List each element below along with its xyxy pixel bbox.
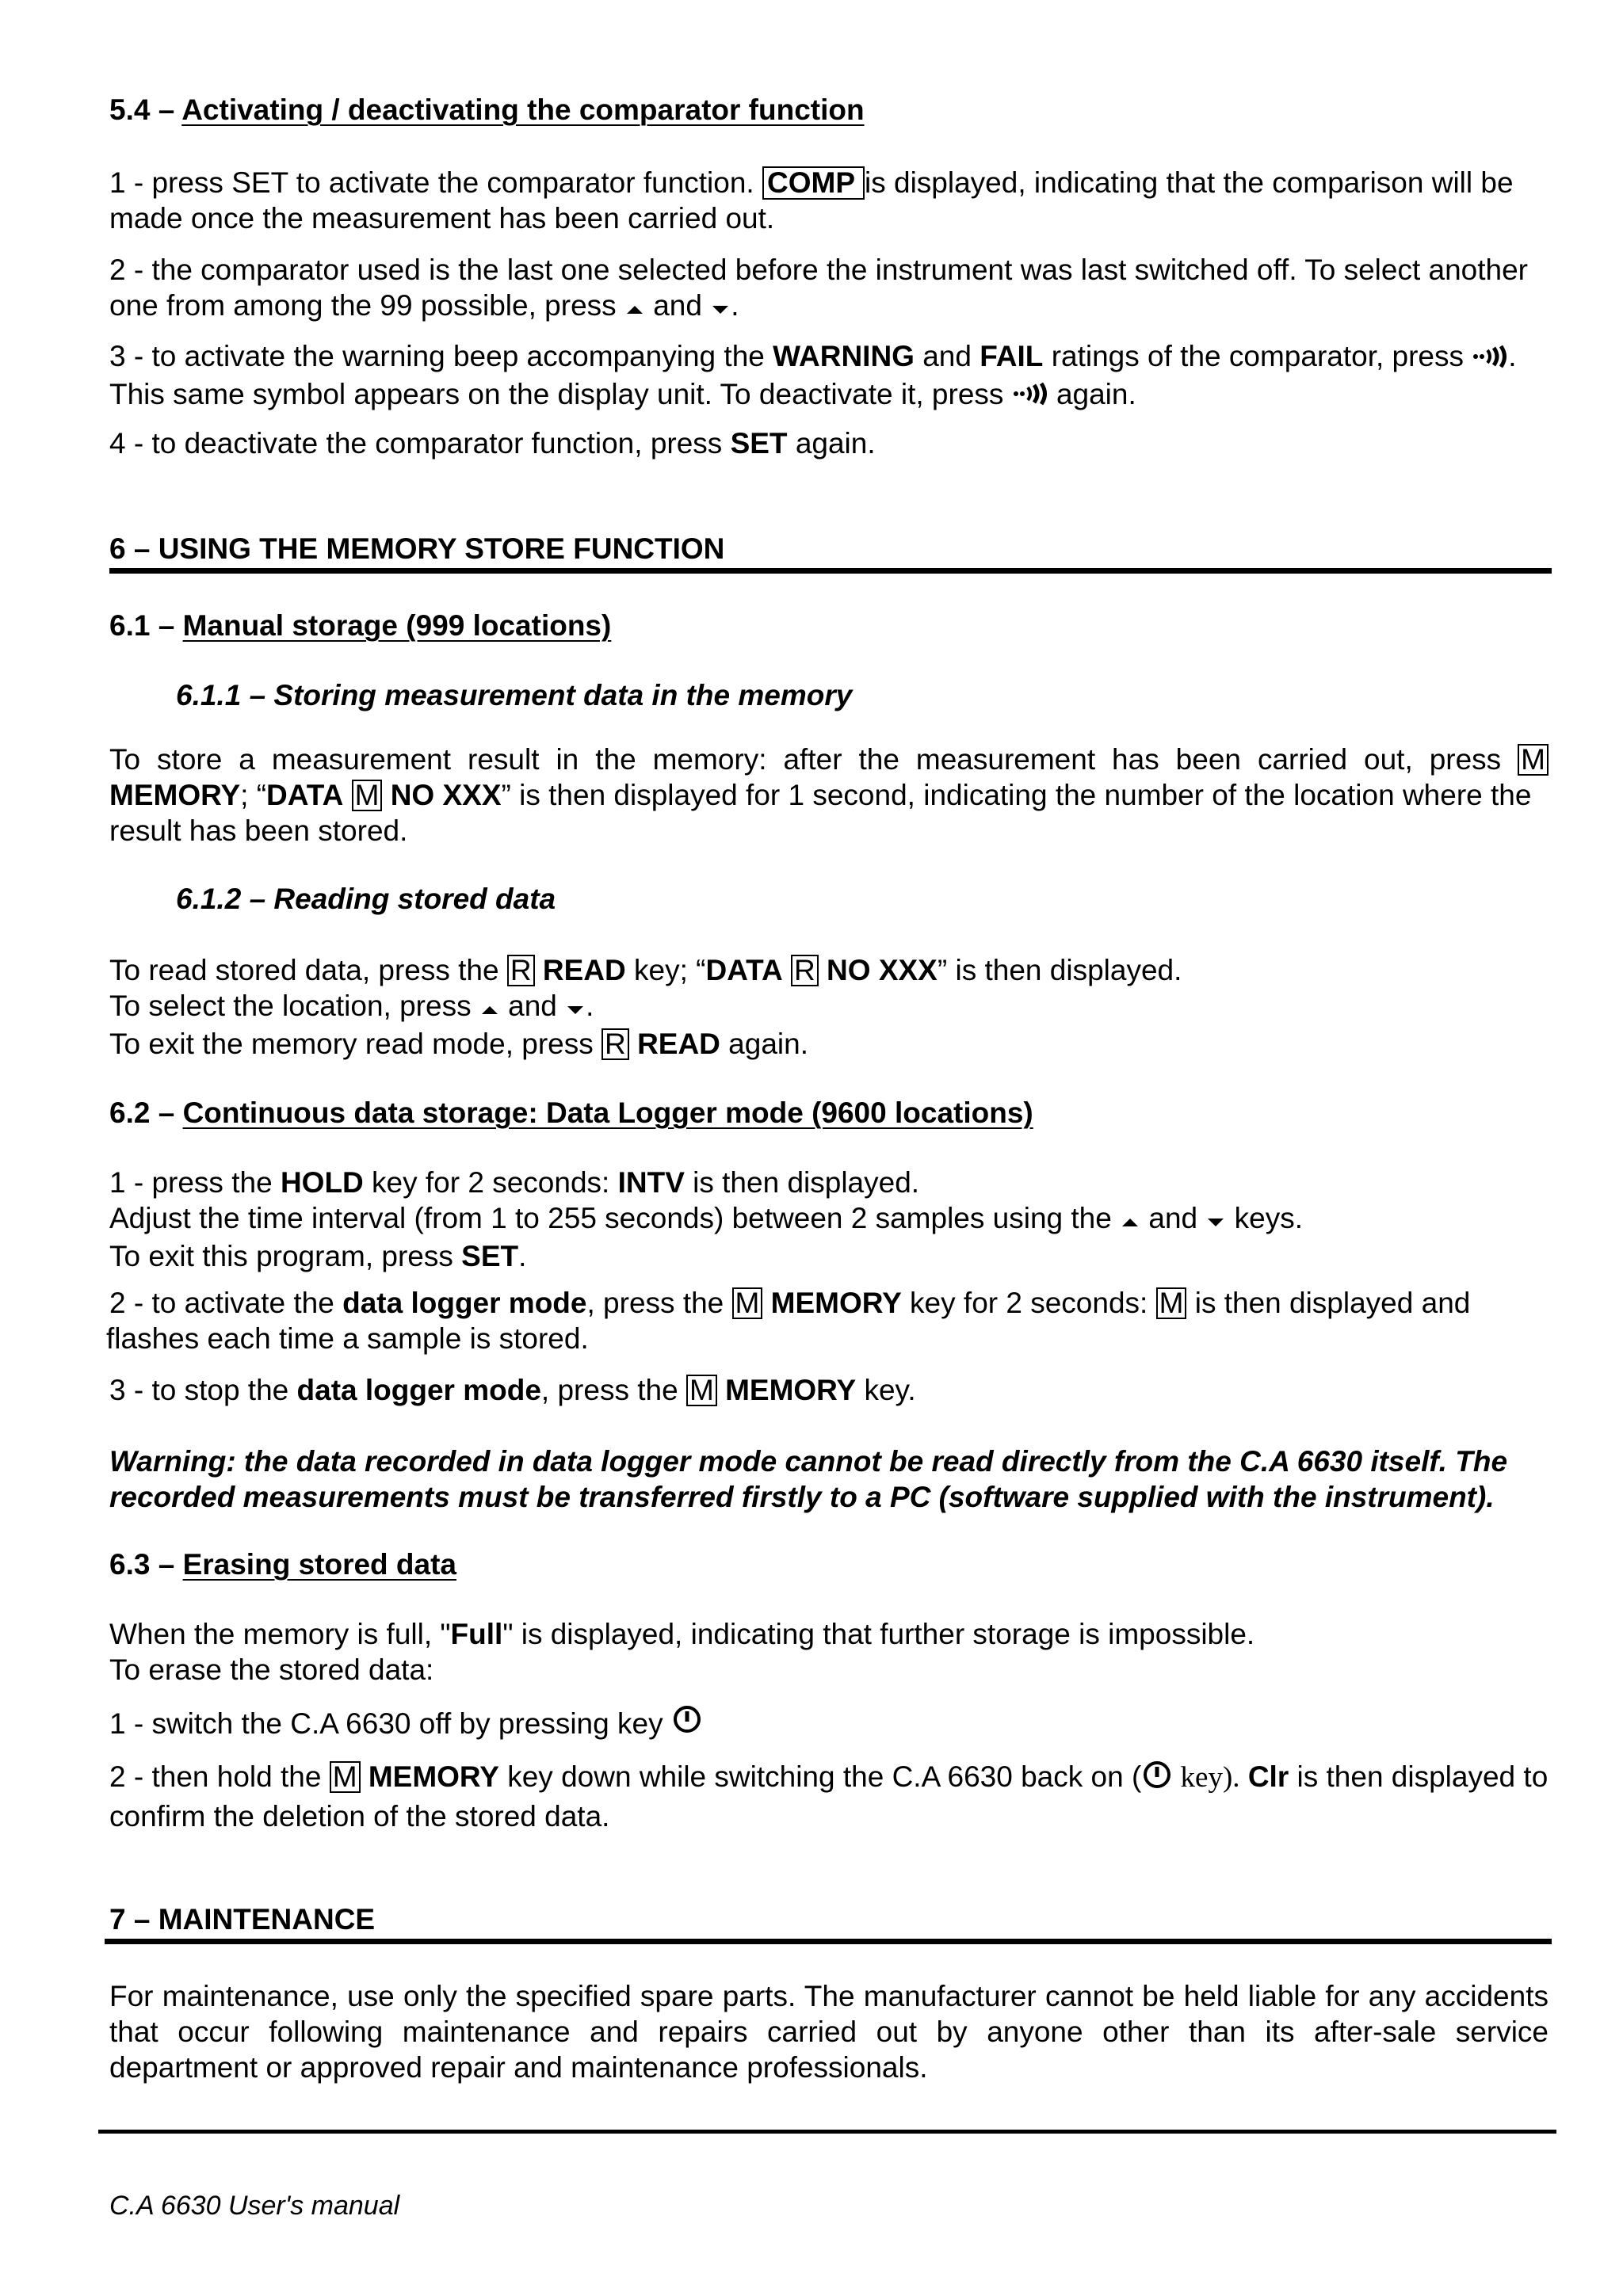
- text: and: [499, 990, 566, 1022]
- section-5-4-heading: [109, 92, 1549, 128]
- text: To select the location, press: [109, 990, 479, 1022]
- section-6-1-2-heading: 6.1.2 – Reading stored data: [176, 883, 556, 915]
- text: .: [586, 990, 594, 1022]
- paragraph-6-2-2: [106, 1285, 1545, 1356]
- m-key: M: [1156, 1287, 1187, 1319]
- text: again.: [787, 427, 876, 460]
- text: MEMORY: [109, 779, 241, 811]
- heading-title: Manual storage (999 locations): [182, 609, 612, 642]
- paragraph-5-4-1: [109, 165, 1549, 236]
- text: READ: [637, 1027, 720, 1060]
- text-line: [109, 777, 1549, 813]
- r-key: R: [507, 955, 535, 986]
- text: MEMORY: [368, 1760, 499, 1793]
- text: key for 2 seconds:: [363, 1166, 618, 1199]
- text-line: that occur following maintenance and repairs carried out by anyone other than its after-sale service: [109, 2016, 1549, 2048]
- text: Clr: [1239, 1760, 1289, 1793]
- text: HOLD: [280, 1166, 364, 1199]
- text-line: [109, 1759, 1549, 1798]
- paragraph-7-1: [109, 1978, 1549, 2085]
- text: again.: [1048, 377, 1136, 410]
- paragraph-5-4-2: [109, 252, 1549, 326]
- power-icon: [1141, 1759, 1173, 1798]
- section-6-1-1-heading: 6.1.1 – Storing measurement data in the memory: [176, 679, 853, 711]
- text-line: [109, 1616, 1549, 1652]
- text: NO XXX: [390, 779, 502, 811]
- text: again.: [720, 1027, 808, 1060]
- text-line: result has been stored.: [109, 814, 408, 847]
- text: NO XXX: [827, 954, 938, 986]
- text-line: [109, 1238, 1549, 1274]
- section-6-2-heading: [109, 1095, 1549, 1131]
- m-key: M: [686, 1375, 717, 1406]
- section-6-1-heading: [109, 608, 1549, 643]
- text-line: [109, 952, 1549, 988]
- section-7-heading: 7 – MAINTENANCE: [109, 1903, 376, 1936]
- beep-icon: [1012, 378, 1048, 414]
- text-line: [109, 1026, 1549, 1062]
- text-line: [106, 1285, 1545, 1321]
- text: key.: [856, 1374, 916, 1406]
- text: is displayed, indicating that the comparison will be: [865, 166, 1514, 199]
- paragraph-6-1-2: [109, 952, 1549, 1062]
- paragraph-6-2-1: [109, 1165, 1549, 1274]
- text: data logger mode: [342, 1287, 587, 1319]
- heading-title: Erasing stored data: [182, 1548, 457, 1581]
- warning-note: [109, 1444, 1549, 1515]
- text-line: For maintenance, use only the specified spare parts. The manufacturer cannot be held liable for any accidents: [109, 1980, 1549, 2012]
- text: ; “: [240, 779, 267, 811]
- text: 3 - to activate the warning beep accompanying the: [109, 340, 773, 372]
- text-line: recorded measurements must be transferred firstly to a PC (software supplied with the instrument).: [109, 1481, 1495, 1513]
- text: 1 - switch the C.A 6630 off by pressing key: [109, 1707, 671, 1740]
- heading-number: 5.4 –: [109, 93, 182, 126]
- beep-icon: [1472, 341, 1508, 376]
- text: is then displayed and: [1186, 1287, 1471, 1319]
- arrow-down-icon: [1205, 1203, 1226, 1238]
- heading-title: Continuous data storage: Data Logger mode (9600 locations): [182, 1097, 1033, 1129]
- text-line: [109, 1200, 1549, 1238]
- text: DATA: [266, 779, 344, 811]
- text: keys.: [1226, 1202, 1304, 1234]
- arrow-down-icon: [565, 990, 586, 1026]
- text: is then displayed to: [1289, 1760, 1549, 1793]
- text: data logger mode: [296, 1374, 541, 1406]
- text: .: [731, 289, 739, 322]
- text: and: [644, 289, 711, 322]
- r-key: R: [791, 955, 819, 986]
- text: " is displayed, indicating that further storage is impossible.: [502, 1618, 1255, 1650]
- text: .: [518, 1239, 527, 1272]
- text-line: Warning: the data recorded in data logger mode cannot be read directly from the C.A 6630 itself. The: [109, 1445, 1508, 1478]
- text: , press the: [586, 1287, 732, 1319]
- text: key; “: [625, 954, 706, 986]
- text: made once the measurement has been carried out.: [109, 202, 775, 235]
- text-line: confirm the deletion of the stored data.: [109, 1800, 610, 1833]
- text-line: [109, 988, 1549, 1026]
- m-key: M: [352, 780, 383, 811]
- text-line: [109, 1165, 1549, 1200]
- text: DATA: [705, 954, 783, 986]
- text: one from among the 99 possible, press: [109, 289, 624, 322]
- text: INTV: [617, 1166, 685, 1199]
- text: 3 - to stop the: [109, 1374, 297, 1406]
- arrow-up-icon: [624, 290, 645, 326]
- text: key).: [1173, 1761, 1240, 1794]
- text: READ: [542, 954, 626, 986]
- section-6-rule: [109, 568, 1552, 574]
- heading-number: 6.1 –: [109, 609, 183, 642]
- text: key for 2 seconds:: [901, 1287, 1156, 1319]
- text: When the memory is full, ": [109, 1618, 451, 1650]
- text: Full: [450, 1618, 503, 1650]
- text: SET: [730, 427, 788, 460]
- text: MEMORY: [770, 1287, 902, 1319]
- text: Adjust the time interval (from 1 to 255 seconds) between 2 samples using the: [109, 1202, 1121, 1234]
- text: , press the: [540, 1374, 686, 1406]
- text: ” is then displayed for 1 second, indicating the number of the location where the: [501, 779, 1532, 811]
- section-6-heading: 6 – USING THE MEMORY STORE FUNCTION: [109, 532, 725, 565]
- text-line: department or approved repair and maintenance professionals.: [109, 2051, 928, 2084]
- text: To read stored data, press the: [109, 954, 507, 986]
- heading-title: Activating / deactivating the comparator function: [181, 93, 865, 126]
- m-key: M: [732, 1287, 763, 1319]
- text: To store a measurement result in the memory: after the measurement has been carried out, press: [109, 743, 1502, 776]
- heading-number: 6.2 –: [109, 1097, 183, 1129]
- text: 2 - to activate the: [109, 1287, 343, 1319]
- heading-number: 6.3 –: [109, 1548, 183, 1581]
- text: ratings of the comparator, press: [1043, 340, 1472, 372]
- m-key: M: [1518, 744, 1549, 776]
- text: This same symbol appears on the display unit. To deactivate it, press: [109, 377, 1012, 410]
- section-6-3-heading: [109, 1547, 1549, 1582]
- r-key: R: [601, 1028, 629, 1060]
- text: FAIL: [980, 340, 1044, 372]
- arrow-up-icon: [479, 990, 500, 1026]
- text: ” is then displayed.: [937, 954, 1182, 986]
- arrow-up-icon: [1120, 1203, 1140, 1238]
- paragraph-5-4-3: [109, 338, 1549, 414]
- paragraph-6-3-1: [109, 1616, 1549, 1688]
- arrow-down-icon: [710, 290, 731, 326]
- text: WARNING: [773, 340, 915, 372]
- power-icon: [671, 1703, 703, 1743]
- paragraph-6-3-2: [109, 1703, 1549, 1743]
- text-line: [109, 742, 1549, 777]
- footer-rule: [98, 2130, 1556, 2134]
- paragraph-6-1-1: [109, 742, 1549, 849]
- text: is then displayed.: [684, 1166, 920, 1199]
- footer-text: C.A 6630 User's manual: [109, 2191, 400, 2221]
- text: 1 - press the: [109, 1166, 281, 1199]
- text: 2 - then hold the: [109, 1760, 330, 1793]
- paragraph-6-3-3: [109, 1759, 1549, 1834]
- text-line: flashes each time a sample is stored.: [106, 1322, 589, 1355]
- text: and: [1140, 1202, 1206, 1234]
- paragraph-6-2-3: [109, 1372, 1549, 1408]
- text: SET: [461, 1239, 519, 1272]
- text: and: [914, 340, 980, 372]
- text: key down while switching the C.A 6630 back on (: [498, 1760, 1142, 1793]
- paragraph-5-4-4: [109, 425, 1549, 461]
- text: 2 - the comparator used is the last one selected before the instrument was last switched off. To select another: [109, 254, 1529, 286]
- text: To exit the memory read mode, press: [109, 1027, 602, 1060]
- text-line: To erase the stored data:: [109, 1653, 434, 1686]
- text: MEMORY: [725, 1374, 857, 1406]
- text: 1 - press SET to activate the comparator function.: [109, 166, 762, 199]
- text: To exit this program, press: [109, 1239, 462, 1272]
- text: .: [1508, 340, 1517, 372]
- comp-indicator: COMP: [762, 166, 865, 200]
- m-key: M: [330, 1761, 361, 1793]
- text: 4 - to deactivate the comparator function, press: [109, 427, 731, 460]
- section-7-rule: [105, 1939, 1552, 1944]
